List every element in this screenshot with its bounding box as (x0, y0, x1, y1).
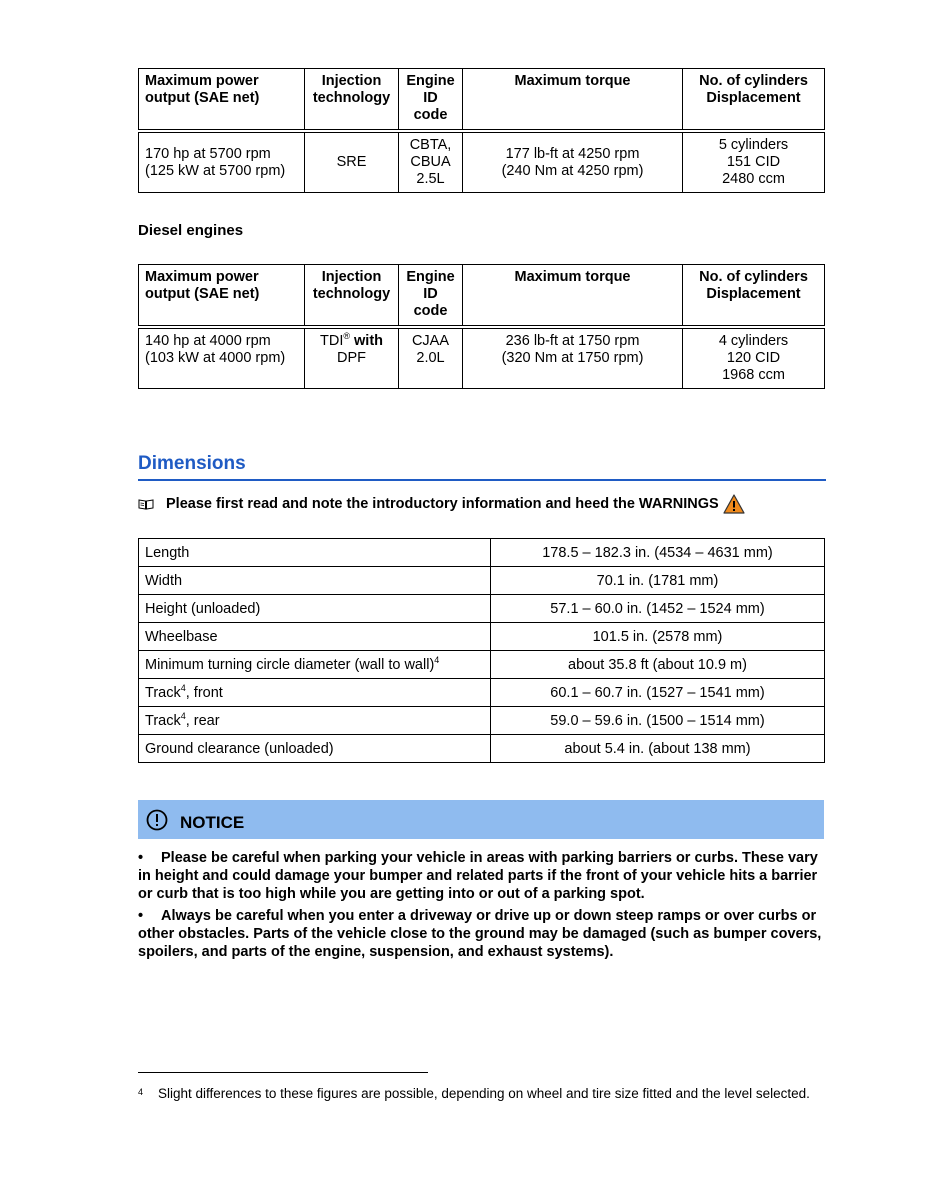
dimension-value: 178.5 – 182.3 in. (4534 – 4631 mm) (491, 539, 825, 567)
label-text: Ground clearance (unloaded) (145, 740, 334, 757)
cell-torque (463, 131, 683, 193)
injection-line (311, 333, 392, 350)
cell-power (139, 327, 305, 389)
footnote-ref[interactable]: 4 (434, 654, 440, 665)
diesel-engine-table (138, 264, 825, 389)
engine-id-line: CJAA (411, 333, 450, 349)
table-header-row (139, 69, 825, 132)
label-text: Length (145, 544, 190, 561)
intro-text: Please first read and note the introductory information and heed the WARNINGS (166, 496, 719, 512)
footnote-text: Slight differences to these figures are possible, depending on wheel and tire size fitted and the level selected. (158, 1086, 810, 1101)
header-power: Maximum power output (SAE net) (139, 69, 305, 132)
dimension-value: 59.0 – 59.6 in. (1500 – 1514 mm) (491, 707, 825, 735)
dimension-value: about 35.8 ft (about 10.9 m) (491, 651, 825, 679)
label-text: Track (145, 684, 181, 701)
cell-cylinders (683, 131, 825, 193)
dimension-label (139, 567, 491, 595)
cylinders-line: 4 cylinders (718, 333, 789, 349)
table-row (139, 131, 825, 193)
dimension-label (139, 707, 491, 735)
footnote-divider (138, 1072, 428, 1073)
dimension-value: 101.5 in. (2578 mm) (491, 623, 825, 651)
notice-banner (138, 800, 824, 839)
label-text: Track (145, 712, 181, 729)
gasoline-engine-table (138, 68, 825, 193)
dimension-label (139, 735, 491, 763)
power-line: (125 kW at 5700 rpm) (145, 162, 286, 179)
label-text: Minimum turning circle diameter (wall to wall) (145, 656, 435, 673)
list-item (138, 849, 826, 903)
label-text: Width (145, 572, 183, 589)
notice-text: Always be careful when you enter a driveway or drive up or down steep ramps or over curbs or other obstacles. Parts of the vehicle close to the ground may be damaged (such as bumper covers, spoilers, and parts of the engine, suspension, and exhaust systems). (138, 908, 822, 960)
footnote-ref[interactable]: 4 (180, 682, 186, 693)
list-item (138, 907, 826, 961)
intro-note (138, 494, 826, 514)
notice-list (138, 849, 826, 965)
injection-line: DPF (337, 350, 366, 366)
header-torque: Maximum torque (463, 265, 683, 328)
cell-torque (463, 327, 683, 389)
footnote-ref[interactable]: 4 (180, 710, 186, 721)
header-power: Maximum power output (SAE net) (139, 265, 305, 328)
cell-engine-id (399, 327, 463, 389)
cell-cylinders (683, 327, 825, 389)
label-text: Wheelbase (145, 628, 218, 645)
header-cylinders: No. of cylinders Displacement (683, 265, 825, 328)
torque-line: (240 Nm at 4250 rpm) (501, 162, 644, 179)
dimension-label (139, 623, 491, 651)
warning-triangle-icon[interactable] (723, 494, 745, 514)
table-row (139, 327, 825, 389)
table-row (139, 651, 825, 679)
dimension-label (139, 651, 491, 679)
cell-injection (305, 327, 399, 389)
dimension-value: 70.1 in. (1781 mm) (491, 567, 825, 595)
with-text: with (349, 333, 384, 349)
cylinders-line: 5 cylinders (718, 137, 789, 153)
header-torque: Maximum torque (463, 69, 683, 132)
book-icon (138, 498, 154, 510)
power-line: (103 kW at 4000 rpm) (145, 350, 286, 366)
table-row (139, 735, 825, 763)
table-row (139, 679, 825, 707)
notice-text: Please be careful when parking your vehicle in areas with parking barriers or curbs. These vary in height and could damage your bumper and related parts if the front of your vehicle hits a barrier or curb that is too high while you are getting into or out of a parking spot. (138, 850, 818, 902)
label-suffix: , rear (185, 712, 220, 729)
torque-line: 177 lb-ft at 4250 rpm (505, 145, 640, 162)
dimensions-heading: Dimensions (138, 453, 826, 481)
dimension-value: 60.1 – 60.7 in. (1527 – 1541 mm) (491, 679, 825, 707)
cylinders-line: 2480 ccm (722, 171, 785, 187)
dimensions-table (138, 538, 825, 763)
torque-line: 236 lb-ft at 1750 rpm (505, 333, 640, 349)
dimension-value: about 5.4 in. (about 138 mm) (491, 735, 825, 763)
cell-injection: SRE (305, 131, 399, 193)
cylinders-line: 1968 ccm (722, 367, 785, 383)
cell-engine-id (399, 131, 463, 193)
exclamation-circle-icon (146, 809, 168, 831)
dimension-label (139, 679, 491, 707)
registered-mark: ® (343, 331, 350, 342)
bullet: • (138, 908, 144, 924)
table-row (139, 707, 825, 735)
cylinders-line: 151 CID (726, 154, 781, 170)
diesel-engines-heading: Diesel engines (138, 222, 244, 239)
header-engine-id: Engine ID code (399, 69, 463, 132)
engine-id-line: CBUA (410, 154, 451, 170)
cell-power (139, 131, 305, 193)
header-injection: Injection technology (305, 69, 399, 132)
footnote (138, 1086, 826, 1102)
table-header-row (139, 265, 825, 328)
header-engine-id: Engine ID code (399, 265, 463, 328)
dimensions-table-body (139, 539, 825, 763)
dimension-label (139, 539, 491, 567)
tdi-text: TDI (319, 333, 344, 349)
torque-line: (320 Nm at 1750 rpm) (501, 350, 644, 366)
power-line: 140 hp at 4000 rpm (145, 333, 271, 349)
table-row (139, 567, 825, 595)
table-row (139, 539, 825, 567)
power-line: 170 hp at 5700 rpm (145, 145, 271, 162)
engine-id-line: 2.0L (416, 350, 445, 366)
table-row (139, 623, 825, 651)
cylinders-line: 120 CID (726, 350, 781, 366)
table-row (139, 595, 825, 623)
engine-id-line: 2.5L (416, 171, 445, 187)
header-injection: Injection technology (305, 265, 399, 328)
notice-title: NOTICE (180, 812, 245, 832)
engine-id-line: CBTA, (409, 137, 452, 153)
label-text: Height (unloaded) (145, 600, 261, 617)
dimension-value: 57.1 – 60.0 in. (1452 – 1524 mm) (491, 595, 825, 623)
label-suffix: , front (185, 684, 223, 701)
dimension-label (139, 595, 491, 623)
bullet: • (138, 850, 144, 866)
footnote-mark: 4 (138, 1087, 144, 1097)
header-cylinders: No. of cylinders Displacement (683, 69, 825, 132)
